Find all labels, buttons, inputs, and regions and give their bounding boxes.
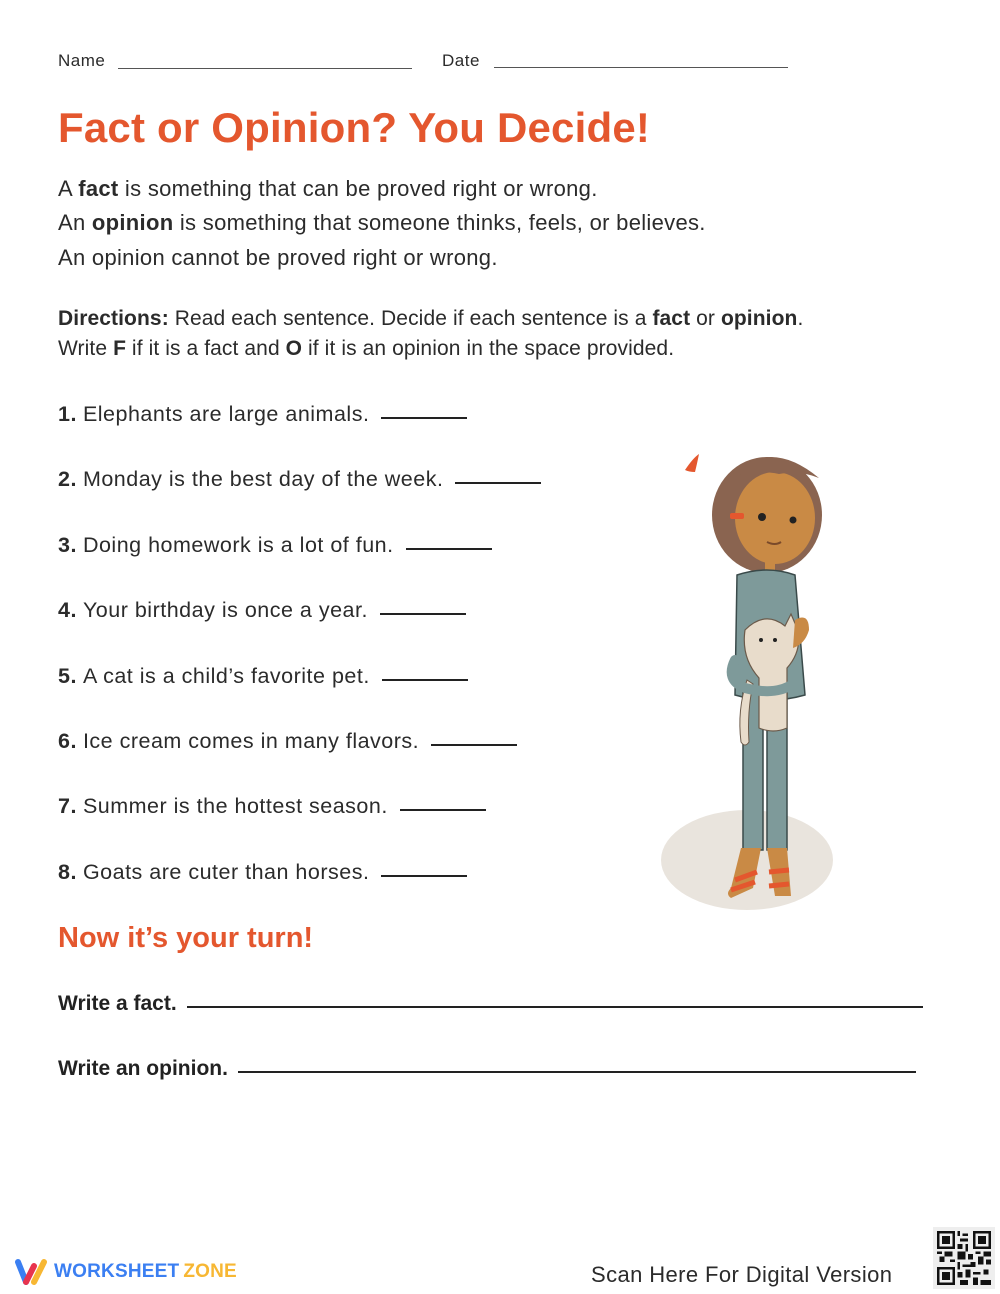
date-label: Date (442, 51, 480, 70)
question-item (58, 402, 467, 427)
heart-icon (685, 454, 699, 472)
write-opinion-line[interactable] (238, 1071, 916, 1073)
your-turn-heading: Now it’s your turn! (58, 922, 314, 954)
brand-primary-text: WORKSHEET (54, 1261, 180, 1282)
bold-term-fact: fact (78, 176, 119, 201)
fact-definition (58, 176, 598, 202)
write-fact-line[interactable] (187, 1006, 923, 1008)
bold-f: F (113, 337, 126, 360)
write-opinion-label: Write an opinion. (58, 1057, 228, 1080)
name-field-line[interactable] (118, 68, 412, 69)
write-fact-row (58, 992, 923, 1016)
name-label: Name (58, 51, 106, 70)
opinion-definition (58, 210, 706, 236)
question-text: Your birthday is once a year. (82, 598, 368, 622)
answer-blank[interactable] (382, 679, 468, 681)
text: A (58, 176, 79, 201)
text: if it is an opinion in the space provided. (302, 337, 675, 360)
bold-term-opinion: opinion (91, 210, 174, 235)
question-number: 7. (58, 794, 77, 818)
question-item (58, 794, 486, 819)
answer-blank[interactable] (381, 417, 467, 419)
question-number: 5. (58, 664, 77, 688)
question-item (58, 533, 492, 558)
question-number: 1. (58, 402, 77, 426)
text: . (797, 307, 804, 330)
question-text: A cat is a child’s favorite pet. (82, 664, 370, 688)
question-text: Elephants are large animals. (82, 402, 370, 426)
brand-secondary-text: ZONE (183, 1261, 237, 1282)
bold-o: O (285, 337, 303, 360)
bold-opinion: opinion (720, 307, 798, 330)
text: Read each sentence. Decide if each sentence is a (168, 307, 653, 330)
page-title: Fact or Opinion? You Decide! (58, 104, 651, 151)
question-text: Ice cream comes in many flavors. (82, 729, 420, 753)
girl-with-cat-illustration (655, 440, 845, 920)
scan-digital-version-text: Scan Here For Digital Version (591, 1262, 893, 1287)
answer-blank[interactable] (431, 744, 517, 746)
question-item (58, 598, 466, 623)
question-number: 4. (58, 598, 77, 622)
question-item (58, 729, 517, 754)
text: An (58, 210, 92, 235)
bold-fact: fact (652, 307, 691, 330)
question-text: Monday is the best day of the week. (82, 467, 444, 491)
text: is something that can be proved right or wrong. (118, 176, 598, 201)
text: if it is a fact and (126, 337, 286, 360)
text: is something that someone thinks, feels, or believes. (173, 210, 706, 235)
question-number: 2. (58, 467, 77, 491)
directions-label: Directions: (58, 307, 169, 330)
date-field-line[interactable] (494, 67, 788, 68)
write-opinion-row (58, 1057, 916, 1081)
text: or (690, 307, 721, 330)
question-number: 8. (58, 860, 77, 884)
question-item (58, 664, 468, 689)
directions-line-1 (58, 307, 803, 331)
answer-blank[interactable] (400, 809, 486, 811)
question-number: 3. (58, 533, 77, 557)
directions-line-2 (58, 337, 674, 361)
question-text: Summer is the hottest season. (82, 794, 388, 818)
question-number: 6. (58, 729, 77, 753)
answer-blank[interactable] (381, 875, 467, 877)
text: Write (58, 337, 114, 360)
answer-blank[interactable] (455, 482, 541, 484)
worksheet-zone-logo-icon (14, 1258, 48, 1286)
answer-blank[interactable] (380, 613, 466, 615)
opinion-note: An opinion cannot be proved right or wrong. (58, 245, 498, 270)
question-item (58, 467, 541, 492)
question-text: Doing homework is a lot of fun. (82, 533, 394, 557)
worksheet-zone-logo[interactable] (14, 1258, 237, 1286)
question-item (58, 860, 467, 885)
write-fact-label: Write a fact. (58, 992, 177, 1015)
qr-code-icon[interactable] (933, 1227, 995, 1289)
answer-blank[interactable] (406, 548, 492, 550)
question-text: Goats are cuter than horses. (82, 860, 370, 884)
